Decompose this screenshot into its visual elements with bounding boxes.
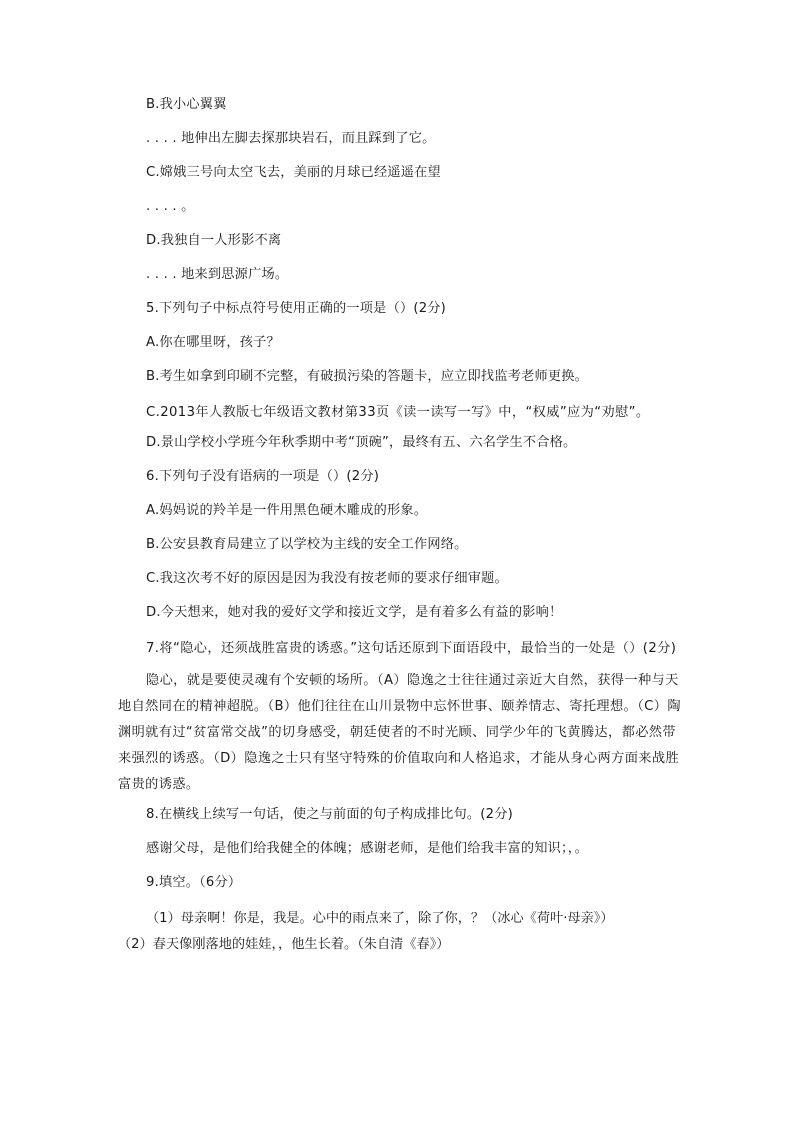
option-d-text: D.我独自一人形影不离 — [146, 233, 282, 248]
question-6-option-a: A.妈妈说的羚羊是一件用黑色硬木雕成的形象。 — [146, 503, 428, 518]
question-9-item-2: （2）春天像刚落地的娃娃，，他生长着。（朱自清《春》） — [118, 937, 450, 952]
question-5-option-b: B.考生如拿到印刷不完整，有破损污染的答题卡，应立即找监考老师更换。 — [146, 369, 589, 384]
option-b-continuation: . . . . 地伸出左脚去探那块岩石，而且踩到了它。 — [146, 131, 436, 146]
question-9-item-1: （1）母亲啊！你是，我是。心中的雨点来了，除了你，？（冰心《荷叶·母亲》） — [146, 911, 614, 926]
question-7: 7.将“隐心，还须战胜富贵的诱惑。”这句话还原到下面语段中，最恰当的一处是（）(2分) — [146, 641, 677, 656]
question-5-option-d: D.景山学校小学班今年秋季期中考“顶碗”，最终有五、六名学生不合格。 — [146, 435, 577, 450]
question-5: 5.下列句子中标点符号使用正确的一项是（）(2分) — [146, 301, 447, 316]
question-5-option-a: A.你在哪里呀，孩子？ — [146, 335, 280, 350]
question-6-option-d: D.今天想来，她对我的爱好文学和接近文学，是有着多么有益的影响！ — [146, 605, 563, 620]
question-6-option-c: C.我这次考不好的原因是因为我没有按老师的要求仔细审题。 — [146, 571, 508, 586]
question-8: 8.在横线上续写一句话，使之与前面的句子构成排比句。(2分) — [146, 807, 513, 822]
option-b-text: B.我小心翼翼 — [146, 97, 227, 112]
question-7-passage: 隐心，就是要使灵魂有个安顿的场所。（A）隐逸之士往往通过亲近大自然，获得一种与天地自然同在的精神超脱。（B）他们往往在山川景物中忘怀世事、颐养情志、寄托理想。（C）陶渊明就有过“贫富常交战”的切身感受，朝廷使者的不时光顾、同学少年的飞黄腾达，都必然带来强烈的诱惑。（D）隐逸之士只有坚守特殊的价值取向和人格追求，才能从身心两方面来战胜富贵的诱惑。 — [118, 673, 681, 792]
option-c-continuation: . . . . 。 — [146, 199, 195, 214]
question-6: 6.下列句子没有语病的一项是（）(2分) — [146, 469, 380, 484]
question-9: 9.填空。（6分） — [146, 875, 242, 890]
question-8-prompt: 感谢父母，是他们给我健全的体魄；感谢老师，是他们给我丰富的知识；，。 — [146, 841, 588, 856]
question-6-option-b: B.公安县教育局建立了以学校为主线的安全工作网络。 — [146, 537, 468, 552]
question-5-option-c: C.2013年人教版七年级语文教材第33页《读一读写一写》中，“权威”应为“劝慰”。 — [146, 405, 650, 420]
option-d-continuation: . . . . 地来到思源广场。 — [146, 267, 289, 282]
document-page — [118, 94, 684, 958]
option-c-text: C.嫦娥三号向太空飞去，美丽的月球已经遥遥在望 — [146, 165, 441, 180]
